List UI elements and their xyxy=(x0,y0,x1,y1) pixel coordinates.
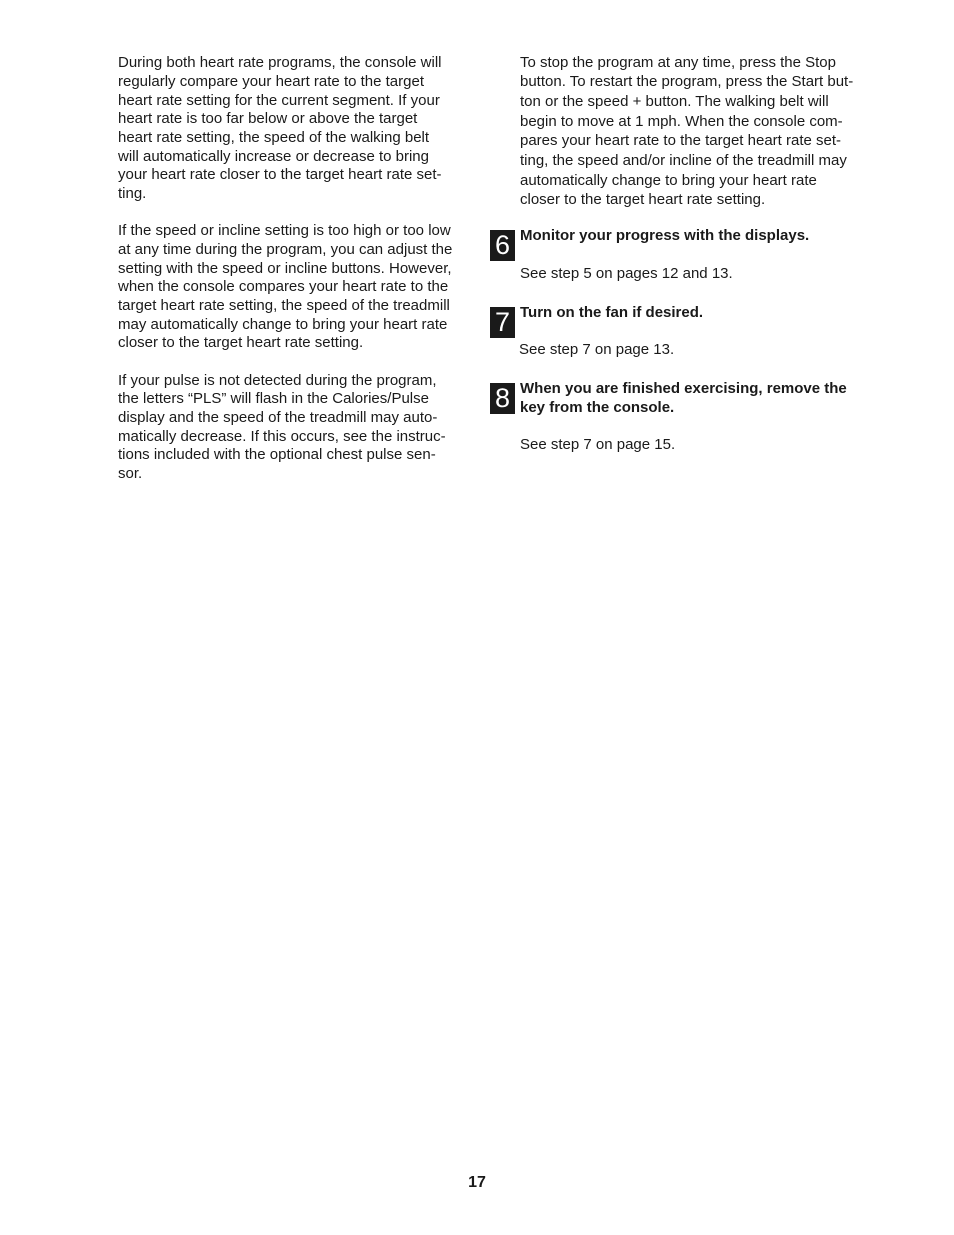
paragraph-line: at any time during the program, you can adjust the xyxy=(118,241,453,258)
paragraph-line: the letters “PLS” will flash in the Calories/Pulse xyxy=(118,390,429,407)
paragraph-line: closer to the target heart rate setting. xyxy=(520,191,766,208)
step-number-badge: 7 xyxy=(490,307,515,338)
step-heading: key from the console. xyxy=(520,399,675,416)
paragraph-line: may automatically change to bring your heart rate xyxy=(118,316,448,333)
paragraph-line: target heart rate setting, the speed of the treadmill xyxy=(118,297,450,314)
paragraph-line: regularly compare your heart rate to the target xyxy=(118,73,424,90)
page-number: 17 xyxy=(468,1174,486,1191)
step-body: See step 7 on page 13. xyxy=(519,341,675,358)
paragraph-line: ton or the speed + button. The walking belt will xyxy=(520,93,829,110)
paragraph-line: sor. xyxy=(118,465,143,482)
paragraph-line: automatically change to bring your heart rate xyxy=(520,172,817,189)
paragraph-line: pares your heart rate to the target heart rate set- xyxy=(520,132,842,149)
paragraph-line: During both heart rate programs, the console will xyxy=(118,54,442,71)
paragraph-line: will automatically increase or decrease to bring xyxy=(118,148,429,165)
paragraph-line: heart rate setting for the current segment. If your xyxy=(118,92,440,109)
paragraph-line: heart rate is too far below or above the target xyxy=(118,110,418,127)
paragraph-line: begin to move at 1 mph. When the console com- xyxy=(520,113,843,130)
paragraph-line: heart rate setting, the speed of the walking belt xyxy=(118,129,430,146)
paragraph-line: tions included with the optional chest pulse sen- xyxy=(118,446,436,463)
paragraph-line: button. To restart the program, press the Start but- xyxy=(520,73,854,90)
step-heading: Turn on the fan if desired. xyxy=(520,304,704,321)
paragraph-line: To stop the program at any time, press the Stop xyxy=(520,54,836,71)
paragraph-line: your heart rate closer to the target heart rate set- xyxy=(118,166,442,183)
paragraph-line: If the speed or incline setting is too high or too low xyxy=(118,222,451,239)
step-number-badge: 8 xyxy=(490,383,515,414)
paragraph-line: display and the speed of the treadmill may auto- xyxy=(118,409,438,426)
paragraph-line: when the console compares your heart rate to the xyxy=(118,278,449,295)
paragraph-line: ting, the speed and/or incline of the treadmill may xyxy=(520,152,847,169)
step-heading: Monitor your progress with the displays. xyxy=(520,227,810,244)
paragraph-line: matically decrease. If this occurs, see the instruc- xyxy=(118,428,446,445)
step-body: See step 7 on page 15. xyxy=(520,436,676,453)
paragraph-line: ting. xyxy=(118,185,147,202)
step-number-badge: 6 xyxy=(490,230,515,261)
step-body: See step 5 on pages 12 and 13. xyxy=(520,265,733,282)
paragraph-line: closer to the target heart rate setting. xyxy=(118,334,364,351)
paragraph-line: setting with the speed or incline buttons. However, xyxy=(118,260,452,277)
paragraph-line: If your pulse is not detected during the program, xyxy=(118,372,437,389)
step-heading: When you are finished exercising, remove the xyxy=(520,380,847,397)
